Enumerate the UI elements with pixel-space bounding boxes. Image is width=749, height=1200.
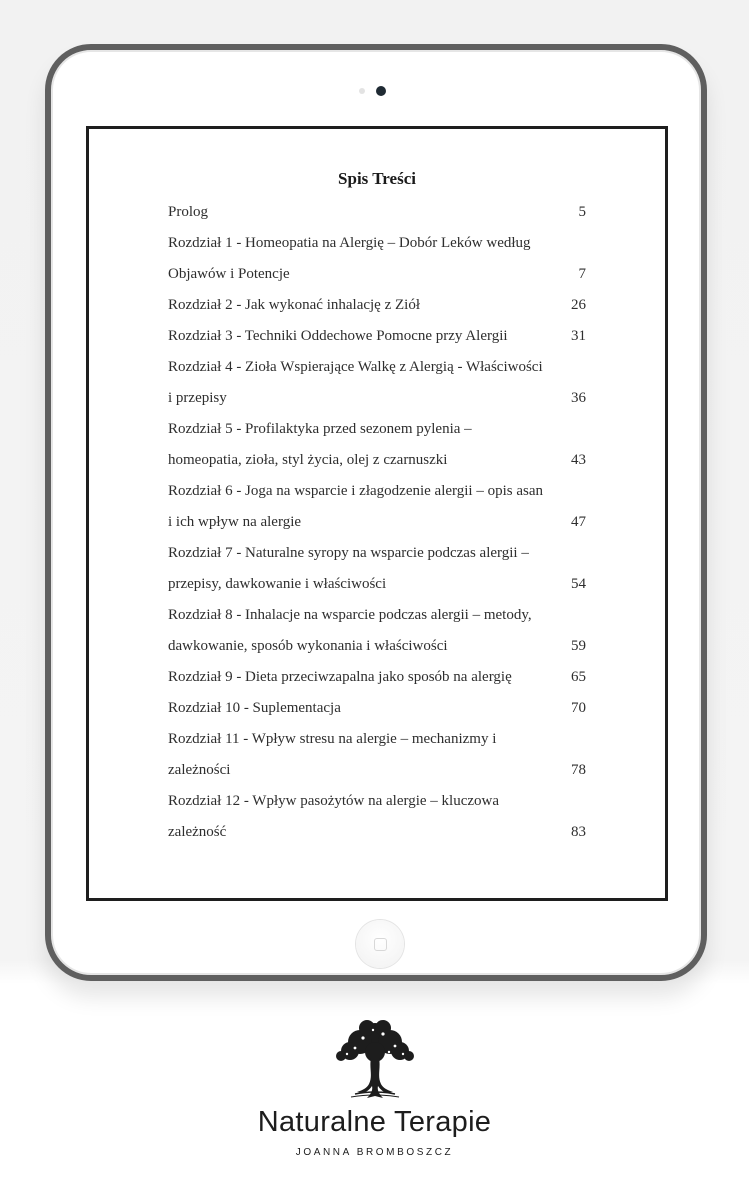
toc-entry-page: 83 (571, 824, 586, 840)
toc-entry[interactable] (168, 290, 586, 321)
home-button-icon (374, 938, 387, 951)
toc-entry-title: Rozdział 2 - Jak wykonać inhalację z Ziół (168, 297, 420, 313)
toc-entry-title: Rozdział 6 - Joga na wsparcie i złagodzenie alergii – opis asan i ich wpływ na alergie (168, 483, 544, 530)
toc-entry-page: 31 (571, 328, 586, 344)
tree-of-life-icon (333, 1018, 417, 1104)
toc-entry-page: 7 (578, 266, 586, 282)
toc-entry[interactable] (168, 476, 586, 538)
brand-name: Naturalne Terapie (257, 1106, 492, 1138)
toc-entry[interactable] (168, 693, 586, 724)
toc-entry-title: Rozdział 4 - Zioła Wspierające Walkę z Alergią - Właściwości i przepisy (168, 359, 543, 406)
toc-entry-title: Rozdział 12 - Wpływ pasożytów na alergie – kluczowa zależność (168, 793, 500, 840)
toc-entry[interactable] (168, 352, 586, 414)
toc-entry-title: Rozdział 8 - Inhalacje na wsparcie podczas alergii – metody, dawkowanie, sposób wykonania i właściwości (168, 607, 532, 654)
toc-entry[interactable] (168, 414, 586, 476)
toc-title: Spis Treści (338, 169, 416, 188)
camera-icon (376, 86, 386, 96)
toc-entry[interactable] (168, 724, 586, 786)
toc-entry[interactable] (168, 786, 586, 848)
toc-entry[interactable] (168, 662, 586, 693)
toc-entry[interactable] (168, 197, 586, 228)
toc-entry-page: 43 (571, 452, 586, 468)
toc-entry-page: 26 (571, 297, 586, 313)
toc-entry-title: Rozdział 1 - Homeopatia na Alergię – Dobór Leków według Objawów i Potencje (168, 235, 531, 282)
brand-author: JOANNA BROMBOSZCZ (295, 1147, 454, 1158)
toc-entry-page: 54 (571, 576, 586, 592)
toc-entry-page: 47 (571, 514, 586, 530)
toc-entry-page: 70 (571, 700, 586, 716)
tablet-screen (86, 126, 668, 901)
toc-entry-title: Rozdział 9 - Dieta przeciwzapalna jako sposób na alergię (168, 669, 512, 685)
toc-entry[interactable] (168, 538, 586, 600)
toc-entry-page: 78 (571, 762, 586, 778)
toc-entry[interactable] (168, 600, 586, 662)
toc-entry-page: 59 (571, 638, 586, 654)
sensor-icon (359, 88, 365, 94)
toc-entry[interactable] (168, 228, 586, 290)
toc-entry[interactable] (168, 321, 586, 352)
toc-entry-title: Rozdział 3 - Techniki Oddechowe Pomocne przy Alergii (168, 328, 508, 344)
tablet-frame (45, 44, 707, 981)
toc-entry-page: 5 (578, 204, 586, 220)
toc-entry-title: Prolog (168, 204, 209, 220)
toc-entry-title: Rozdział 5 - Profilaktyka przed sezonem pylenia – homeopatia, zioła, styl życia, olej z czarnuszki (168, 421, 472, 468)
toc-entry-title: Rozdział 10 - Suplementacja (168, 700, 341, 716)
home-button[interactable] (356, 920, 404, 968)
toc-list (168, 197, 586, 848)
toc-entry-title: Rozdział 11 - Wpływ stresu na alergie – mechanizmy i zależności (168, 731, 497, 778)
toc-entry-page: 36 (571, 390, 586, 406)
toc-entry-page: 65 (571, 669, 586, 685)
toc-entry-title: Rozdział 7 - Naturalne syropy na wsparcie podczas alergii – przepisy, dawkowanie i właściwości (168, 545, 529, 592)
